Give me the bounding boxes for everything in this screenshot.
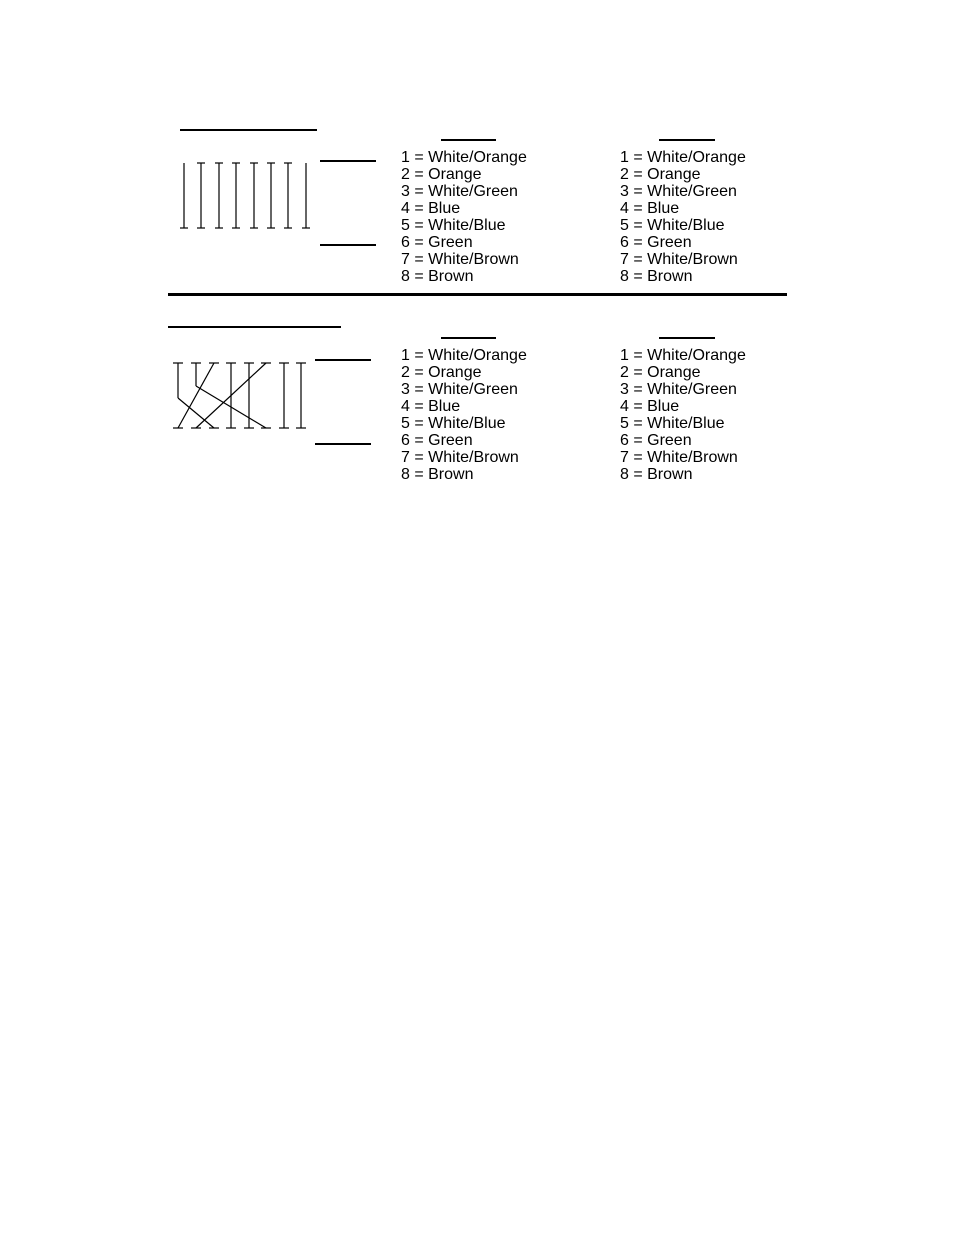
- section1-title-underline: [180, 129, 317, 131]
- section1-sideB-pin-list: [620, 149, 746, 285]
- section1-sideB-heading-underline: [659, 139, 715, 141]
- pin-7: 7 = White/Brown: [620, 251, 738, 268]
- pin-8: 8 = Brown: [620, 268, 693, 285]
- pin-1: 1 = White/Orange: [620, 149, 746, 166]
- pin-5: 5 = White/Blue: [401, 415, 506, 432]
- section1-sideA-pin-list: [401, 149, 527, 285]
- pin-8: 8 = Brown: [401, 466, 474, 483]
- section1-label-line-bottom: [320, 244, 376, 246]
- section2-title-underline: [168, 326, 341, 328]
- pin-3: 3 = White/Green: [401, 183, 518, 200]
- pin-7: 7 = White/Brown: [620, 449, 738, 466]
- pin-6: 6 = Green: [620, 432, 692, 449]
- section2-label-line-bottom: [315, 443, 371, 445]
- pin-7: 7 = White/Brown: [401, 449, 519, 466]
- section2-sideB-pin-list: [620, 347, 746, 483]
- section2-crossover-wiring-diagram: [170, 358, 310, 433]
- pin-2: 2 = Orange: [401, 364, 482, 381]
- pin-5: 5 = White/Blue: [620, 415, 725, 432]
- pin-1: 1 = White/Orange: [401, 347, 527, 364]
- pin-8: 8 = Brown: [620, 466, 693, 483]
- pin-3: 3 = White/Green: [401, 381, 518, 398]
- section1-sideA-heading-underline: [441, 139, 496, 141]
- pin-3: 3 = White/Green: [620, 183, 737, 200]
- pin-1: 1 = White/Orange: [620, 347, 746, 364]
- pin-2: 2 = Orange: [620, 364, 701, 381]
- pin-7: 7 = White/Brown: [401, 251, 519, 268]
- section2-label-line-top: [315, 359, 371, 361]
- section1-label-line-top: [320, 160, 376, 162]
- crossover-wires: [173, 363, 306, 428]
- pin-2: 2 = Orange: [620, 166, 701, 183]
- pin-4: 4 = Blue: [401, 200, 461, 217]
- pin-4: 4 = Blue: [401, 398, 461, 415]
- pin-6: 6 = Green: [620, 234, 692, 251]
- section2-sideB-heading-underline: [659, 337, 715, 339]
- pin-5: 5 = White/Blue: [401, 217, 506, 234]
- pin-8: 8 = Brown: [401, 268, 474, 285]
- pin-4: 4 = Blue: [620, 200, 680, 217]
- section2-sideA-pin-list: [401, 347, 527, 483]
- pin-4: 4 = Blue: [620, 398, 680, 415]
- straight-wires: [180, 163, 310, 228]
- pin-3: 3 = White/Green: [620, 381, 737, 398]
- section1-straight-wiring-diagram: [176, 159, 316, 234]
- pin-6: 6 = Green: [401, 234, 473, 251]
- pin-6: 6 = Green: [401, 432, 473, 449]
- section-divider: [168, 293, 787, 296]
- pin-2: 2 = Orange: [401, 166, 482, 183]
- pin-1: 1 = White/Orange: [401, 149, 527, 166]
- pin-5: 5 = White/Blue: [620, 217, 725, 234]
- section2-sideA-heading-underline: [441, 337, 496, 339]
